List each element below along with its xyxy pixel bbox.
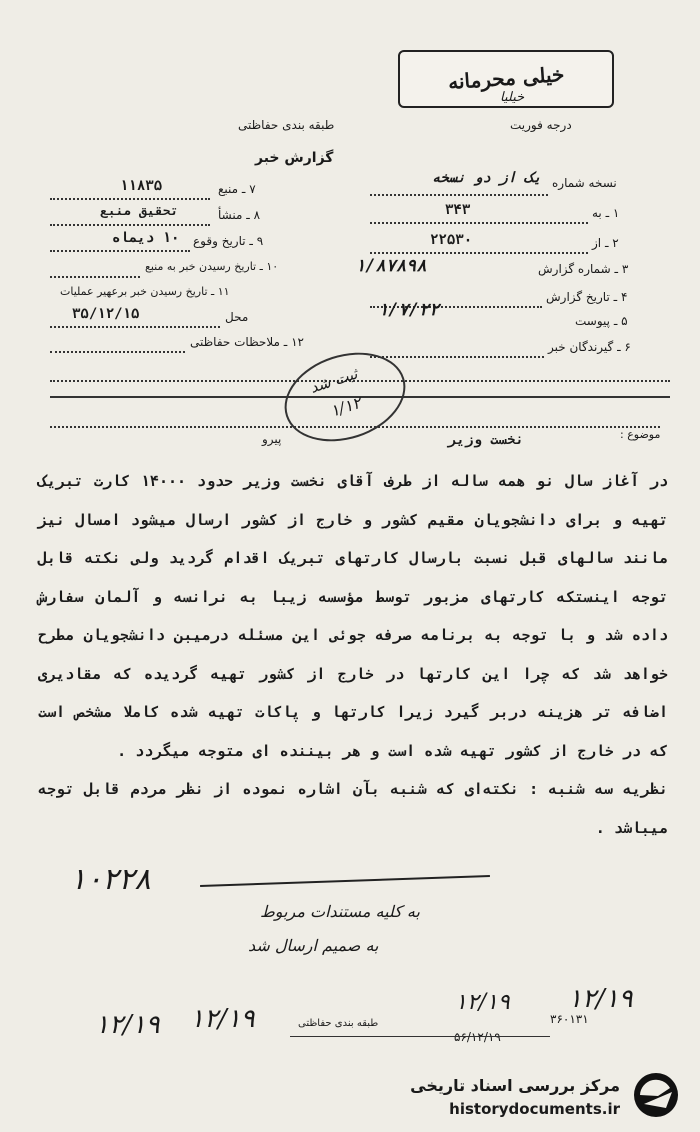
watermark-name: مرکز بررسی اسناد تاریخی [410, 1076, 620, 1095]
footer-line [290, 1036, 550, 1037]
round-stamp-date: ۱/۱۲ [327, 392, 364, 421]
field-value-event-date: ۱۰ دیماه [112, 230, 180, 246]
field-label-from: ۲ ـ از [592, 236, 619, 250]
field-label-ops-date: ۱۱ ـ تاریخ رسیدن خبر برعهیر عملیات [60, 285, 230, 298]
signature-date-2: ۱۲/۱۹ [190, 1004, 255, 1034]
dotted-line [370, 194, 548, 196]
field-label-source: ۷ ـ منبع [218, 182, 256, 196]
footer-code: ۳۶۰۱۳۱ [550, 1012, 589, 1026]
field-label-recipients: ۶ ـ گیرندگان خبر [548, 340, 631, 354]
opinion-label: نظریه سه شنبه : [529, 780, 668, 798]
field-value-place: ۳۵/۱۲/۱۵ [72, 306, 140, 322]
field-label-source-date: ۱۰ ـ تاریخ رسیدن خبر به منبع [145, 260, 279, 273]
field-value-source: ۱۱۸۳۵ [120, 178, 163, 194]
handwritten-note-1: به کلیه مستندات مربوط [260, 902, 420, 921]
field-value-attachment: ۱/۷/۲۲ [378, 300, 440, 320]
dotted-line [50, 224, 210, 226]
field-label-event-date: ۹ ـ تاریخ وقوع [193, 234, 264, 248]
dotted-line [50, 250, 190, 252]
classification-label: طبقه بندی حفاظتی [238, 118, 335, 132]
field-value-report-number: ۱/۸۷۸۹۸ [355, 256, 427, 276]
urgency-label: درجه فوریت [510, 118, 572, 132]
dotted-line [370, 356, 544, 358]
dotted-line [370, 252, 588, 254]
signature-date-4: ۱۲/۱۹ [568, 984, 633, 1014]
dotted-line [370, 222, 588, 224]
field-label-place: محل [225, 310, 249, 324]
opinion-paragraph [38, 770, 668, 847]
dotted-line [50, 276, 140, 278]
dotted-line [50, 351, 185, 353]
field-label-security-notes: ۱۲ ـ ملاحظات حفاظتی [190, 335, 304, 349]
handwritten-stroke [200, 875, 490, 887]
field-label-attachment: ۵ ـ پیوست [575, 314, 628, 328]
field-label-origin: ۸ ـ منشأ [218, 208, 261, 222]
subject-value: نخست وزیر [448, 432, 524, 448]
opinion-text: نکته‌ای که شنبه بآن اشاره نموده از نظر مردم قابل توجه میباشد . [38, 780, 668, 837]
form-title: گزارش خبر [255, 150, 334, 166]
handwritten-note-2: به صمیم ارسال شد [248, 936, 379, 955]
round-stamp-text: ثبت شد [307, 364, 360, 397]
signature-date-3: ۱۲/۱۹ [455, 990, 510, 1015]
dotted-line [50, 198, 210, 200]
stamp-handwriting: خیلیا [500, 90, 525, 105]
field-label-to: ۱ ـ به [592, 206, 620, 220]
report-body [38, 462, 668, 847]
report-paragraph: در آغاز سال نو همه ساله از طرف آقای نخست وزیر حدود ۱۴۰۰۰ کارت تبریک تهیه و برای دانشجویان مقیم کشور و خارج از کشور ارسال میشود امسال نیز مانند سالهای قبل نسبت بارسال کارتهای تبریک اقدام گردید ولی نکته قابل توجه اینستکه کارتهای مزبور توسط مؤسسه زیبا به نرانسه و آلمان سفارش داده شد و با توجه به برنامه صرفه جوئی این مسئله درمیبن دانشجویان مطرح خواهد شد که چرا این کارتها در خارج از کشور تهیه گردیده که مقادیری اضافه تر هزینه دربر گیرد زیرا کارتها و پاکات تهیه شده کاملا مشخص است که در خارج از کشور تهیه شده است و هر بیننده ای متوجه میگردد . [38, 472, 668, 760]
watermark-url: historydocuments.ir [449, 1100, 620, 1118]
dotted-line [50, 426, 660, 428]
field-value-copy: یک از دو نسخه [432, 170, 542, 186]
handwritten-number: ۱۰۲۲۸ [70, 862, 151, 897]
watermark-logo-icon [626, 1070, 682, 1120]
field-value-origin: تحقیق منبع [100, 204, 179, 219]
field-label-copy: نسخه شماره [552, 176, 617, 190]
field-value-from: ۲۲۵۳۰ [430, 232, 473, 248]
footer-classification: طبقه بندی حفاظتی [298, 1018, 379, 1029]
classification-stamp-text: خیلی محرمانه [447, 61, 566, 95]
field-label-report-date: ۴ ـ تاریخ گزارش [546, 290, 628, 304]
dotted-line [50, 326, 220, 328]
field-value-to: ۳۴۳ [445, 202, 471, 218]
subject-label: موضوع : [620, 428, 661, 441]
field-label-report-number: ۳ ـ شماره گزارش [538, 262, 629, 276]
pirow-label: پیرو [262, 432, 282, 446]
signature-date-1: ۱۲/۱۹ [95, 1010, 160, 1040]
footer-date: ۵۶/۱۲/۱۹ [454, 1030, 501, 1044]
